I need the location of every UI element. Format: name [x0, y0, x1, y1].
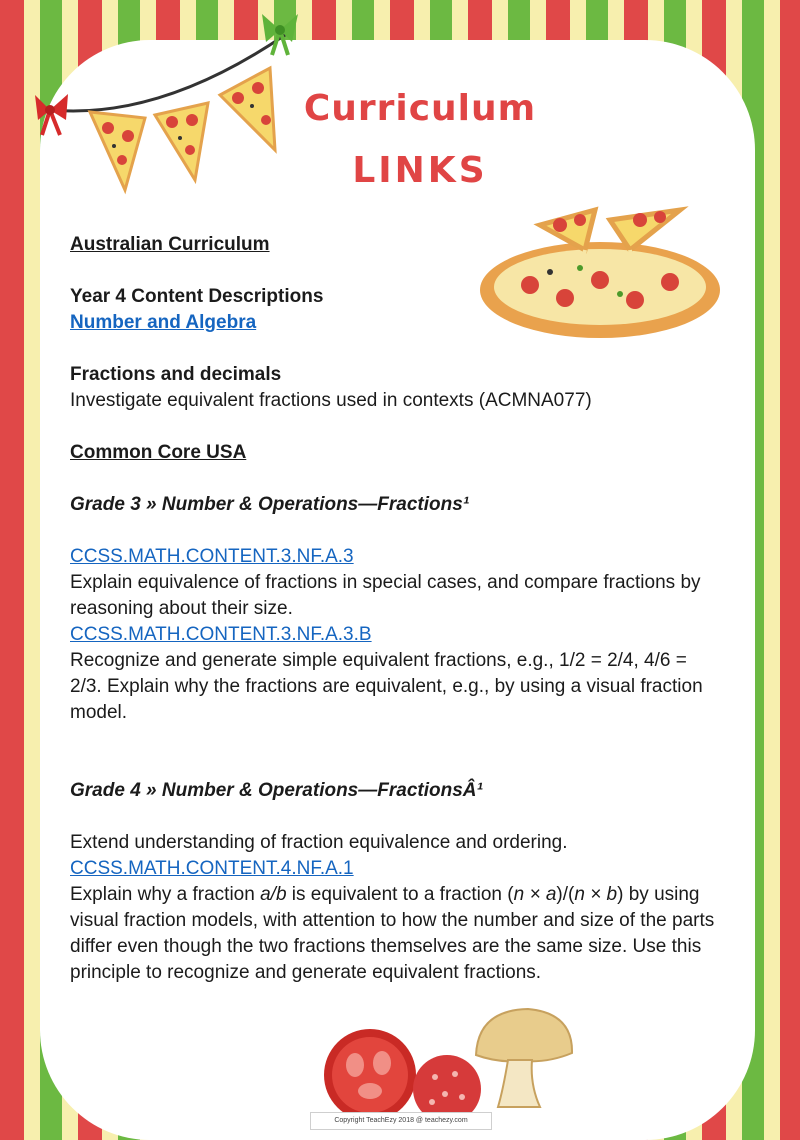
common-core-heading: Common Core USA: [70, 442, 247, 463]
ccss-3nfa3-text: Explain equivalence of fractions in special cases, and compare fractions by reasoning about their size.: [70, 572, 701, 619]
ccss-4nfa1-text: [70, 882, 720, 986]
curriculum-content: [70, 232, 720, 986]
grade4-intro: Extend understanding of fraction equivalence and ordering.: [70, 832, 568, 853]
ccss-3nfa3b-link[interactable]: CCSS.MATH.CONTENT.3.NF.A.3.B: [70, 624, 372, 645]
fraction-nb: n × b: [574, 884, 618, 905]
ribbon-bow-icon: [262, 14, 298, 55]
tomato-slice-icon: [320, 1025, 420, 1125]
ccss-3nfa3b-text: Recognize and generate simple equivalent fractions, e.g., 1/2 = 2/4, 4/6 = 2/3. Explain why the fractions are equivalent, e.g., by using a visual fraction model.: [70, 650, 703, 723]
year4-heading: Year 4 Content Descriptions: [70, 286, 324, 307]
ccss-3nfa3-link[interactable]: CCSS.MATH.CONTENT.3.NF.A.3: [70, 546, 354, 567]
title-line-2: LINKS: [352, 150, 488, 191]
text-part: is equivalent to a fraction (: [286, 884, 514, 905]
number-algebra-link[interactable]: Number and Algebra: [70, 312, 257, 333]
fractions-text: Investigate equivalent fractions used in contexts (ACMNA077): [70, 390, 592, 411]
text-part: )/(: [556, 884, 575, 905]
text-part: Explain why a fraction: [70, 884, 261, 905]
pizza-bunting-icon: [30, 0, 300, 200]
mushroom-icon: [468, 1005, 578, 1115]
fractions-heading: Fractions and decimals: [70, 364, 282, 385]
title-line-1: Curriculum: [303, 88, 537, 129]
ccss-4nfa1-link[interactable]: CCSS.MATH.CONTENT.4.NF.A.1: [70, 858, 354, 879]
ribbon-bow-icon: [35, 94, 68, 135]
grade4-heading: Grade 4 » Number & Operations—FractionsÂ¹: [70, 780, 483, 801]
australian-curriculum-heading: Australian Curriculum: [70, 234, 270, 255]
page-title: [290, 78, 550, 202]
copyright-footer: Copyright TeachEzy 2018 @ teachezy.com: [310, 1112, 492, 1130]
grade3-heading: Grade 3 » Number & Operations—Fractions¹: [70, 494, 470, 515]
fraction-na: n × a: [513, 884, 557, 905]
text-part: ) by using visual fraction models, with attention to how the number and size of the parts differ even though the two fractions themselves are the same size. Use this principle to recognize and generate equivalent fractions.: [70, 884, 715, 983]
fraction-ab: a/b: [260, 884, 287, 905]
